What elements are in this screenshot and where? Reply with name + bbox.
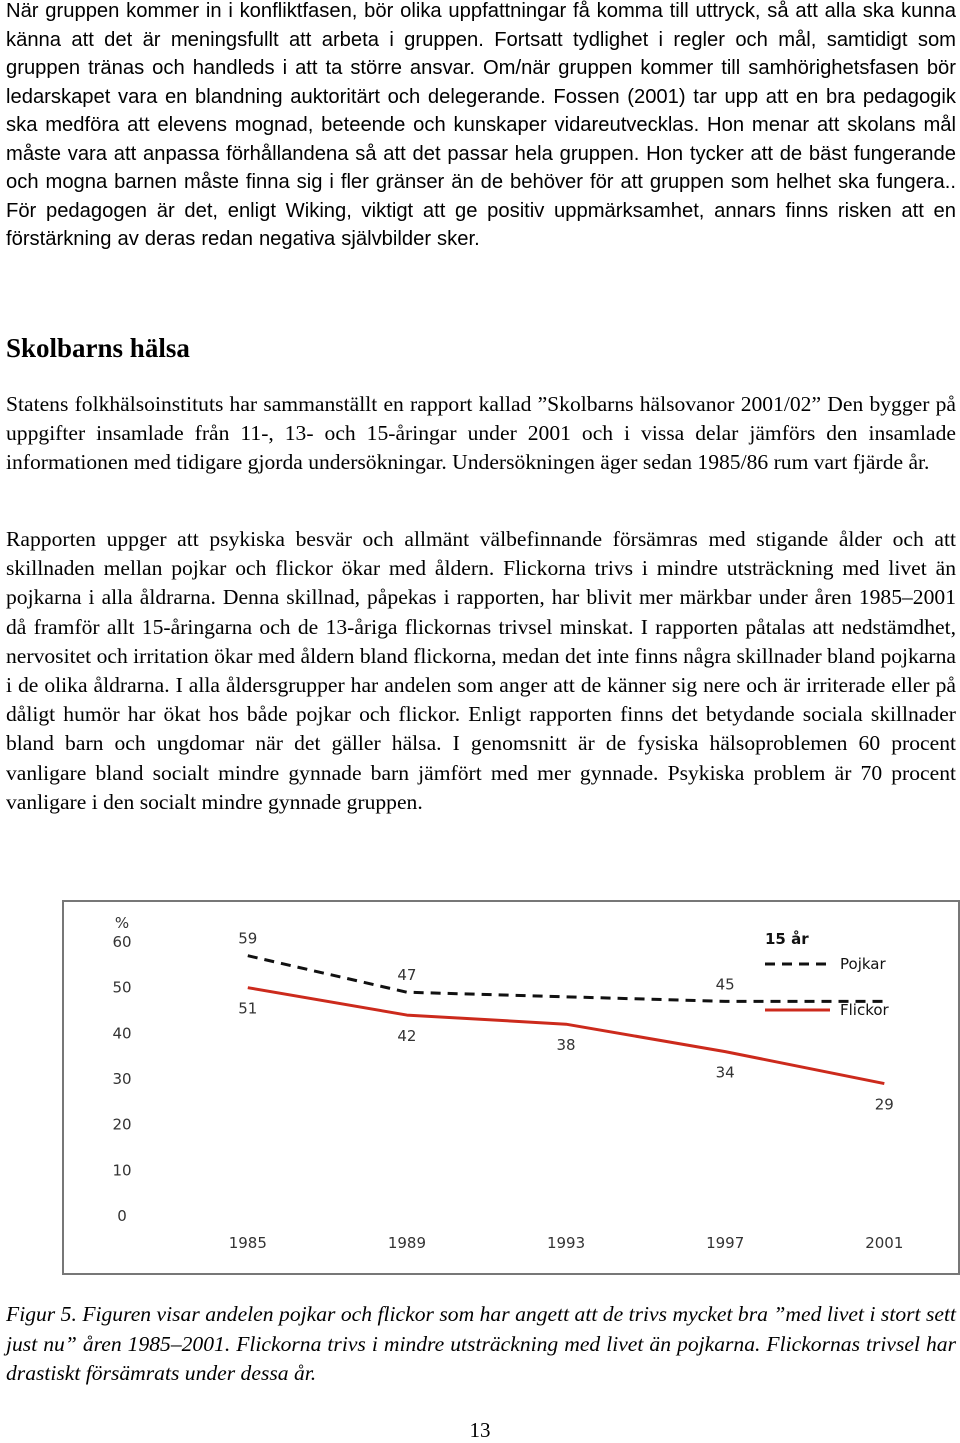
legend-label-flickor: Flickor	[840, 1001, 889, 1019]
figure-caption: Figur 5. Figuren visar andelen pojkar och flickor som har angett att de trivs mycket bra ”med livet i stort sett just nu” åren 1985–2001. Flickorna trivs i mindre utsträckning med livet än pojkarna. Flickornas trivsel har drastiskt försämrats under dessa år.	[6, 1302, 956, 1385]
y-tick-label-0: 0	[117, 1207, 127, 1225]
data-label-flickor-2001: 29	[874, 1095, 894, 1114]
y-tick-label-30: 30	[112, 1070, 132, 1088]
data-label-flickor-1985: 51	[238, 999, 258, 1018]
data-label-pojkar-1989: 47	[397, 966, 417, 985]
y-tick-label-20: 20	[112, 1115, 132, 1134]
data-label-flickor-1993: 38	[556, 1036, 576, 1055]
y-tick-label-10: 10	[112, 1161, 132, 1180]
data-label-pojkar-1997: 45	[715, 975, 735, 994]
y-tick-label-40: 40	[112, 1024, 132, 1043]
data-label-pojkar-1985: 59	[238, 929, 258, 948]
x-tick-label-1989: 1989	[387, 1234, 427, 1252]
page-number: 13	[469, 1418, 491, 1442]
section-heading: Skolbarns hälsa	[6, 333, 190, 363]
x-tick-label-1993: 1993	[546, 1234, 586, 1252]
wellbeing-chart	[62, 900, 960, 1275]
chart-frame	[63, 901, 959, 1274]
data-label-flickor-1989: 42	[397, 1027, 417, 1046]
chart-svg	[62, 900, 960, 1275]
x-tick-label-2001: 2001	[865, 1234, 904, 1252]
x-tick-label-1985: 1985	[228, 1234, 267, 1252]
data-label-flickor-1997: 34	[715, 1063, 735, 1082]
y-axis-label: %	[114, 914, 130, 932]
x-tick-label-1997: 1997	[706, 1234, 745, 1252]
paragraph-group-dynamics: När gruppen kommer in i konfliktfasen, bör olika uppfattningar få komma till uttryck, så att alla ska kunna känna att det är meningsfullt att arbeta i gruppen. Fortsatt tydlighet i regler och mål, samtidigt som gruppen tränas och handleds i att ta större ansvar. Om/när gruppen kommer till samhörighetsfasen bör ledarskapet vara en blandning auktoritärt och delegerande. Fossen (2001) tar upp att en bra pedagogik ska medföra att elevens mognad, beteende och kunskaper vidareutvecklas. Hon menar att skolans mål måste vara att anpassa förhållandena så att det passar hela gruppen. Hon tycker att de bäst fungerande och mogna barnen måste finna sig i fler gränser än de behöver för att gruppen som helhet ska fungera.. För pedagogen är det, enligt Wiking, viktigt att ge positiv uppmärksamhet, annars finns risken att en förstärkning av deras redan negativa självbilder sker.	[6, 0, 956, 250]
y-tick-label-50: 50	[112, 978, 132, 997]
y-tick-label-60: 60	[112, 933, 132, 951]
paragraph-report-intro: Statens folkhälsoinstituts har sammanställt en rapport kallad ”Skolbarns hälsovanor 2001/02” Den bygger på uppgifter insamlade från 11-, 13- och 15-åringar under 2001 och i vissa delar jämförs den insamlade informationen med tidigare gjorda undersökningar. Undersökningen äger sedan 1985/86 rum vart fjärde år.	[6, 392, 956, 475]
legend-label-pojkar: Pojkar	[840, 955, 886, 973]
paragraph-report-findings: Rapporten uppger att psykiska besvär och allmänt välbefinnande försämras med stigande ålder och att skillnaden mellan pojkar och flickor ökar med åldern. Flickorna trivs i mindre utsträckning med livet än pojkarna i alla åldrarna. Denna skillnad, påpekas i rapporten, har blivit mer märkbar under åren 1985–2001 då framför allt 15-åringarna och de 13-åriga flickornas trivsel minskat. I rapporten påtalas att nedstämdhet, nervositet och irritation ökar med åldern bland flickorna, medan det inte finns några skillnader bland pojkarna i de olika åldrarna. I alla åldersgrupper har andelen som anger att de känner sig nere och är irriterade eller på dåligt humör har ökat hos både pojkar och flickor. Enligt rapporten finns det betydande sociala skillnader bland barn och ungdomar när det gäller hälsa. I genomsnitt är de fysiska hälsoproblemen 60 procent vanligare bland socialt mindre gynnade barn jämfört med mer gynnade. Psykiska problem är 70 procent vanligare i den socialt mindre gynnade gruppen.	[6, 527, 956, 814]
legend-title: 15 år	[765, 930, 809, 948]
